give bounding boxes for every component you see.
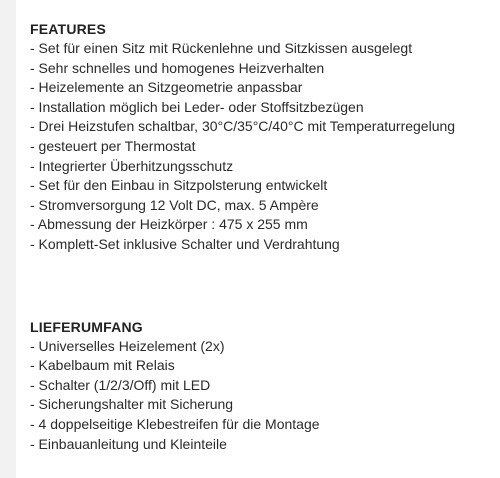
features-section: [30, 20, 490, 255]
delivery-contents-list: [30, 337, 490, 455]
list-item: - Heizelemente an Sitzgeometrie anpassbar: [30, 79, 303, 96]
list-item: - Sicherungshalter mit Sicherung: [30, 396, 234, 413]
list-item: - Schalter (1/2/3/Off) mit LED: [30, 376, 211, 393]
delivery-contents-heading: LIEFERUMFANG: [30, 318, 143, 335]
list-item: - Kabelbaum mit Relais: [30, 357, 175, 374]
list-item: - Komplett-Set inklusive Schalter und Verdrahtung: [30, 235, 340, 252]
list-item: - Set für den Einbau in Sitzpolsterung entwickelt: [30, 177, 328, 194]
list-item: - 4 doppelseitige Klebestreifen für die Montage: [30, 415, 320, 432]
list-item: - gesteuert per Thermostat: [30, 137, 196, 154]
list-item: - Einbauanleitung und Kleinteile: [30, 435, 227, 452]
features-heading: FEATURES: [30, 21, 107, 37]
product-description: [30, 20, 490, 454]
list-item: - Stromversorgung 12 Volt DC, max. 5 Ampère: [30, 196, 319, 213]
features-list: [30, 39, 490, 255]
list-item: - Sehr schnelles und homogenes Heizverhalten: [30, 59, 325, 76]
list-item: - Abmessung der Heizkörper : 475 x 255 mm: [30, 216, 308, 233]
delivery-contents-section: [30, 318, 490, 455]
list-item: - Universelles Heizelement (2x): [30, 337, 225, 354]
list-item: - Set für einen Sitz mit Rückenlehne und Sitzkissen ausgelegt: [30, 40, 413, 56]
left-edge-strip: [0, 0, 16, 478]
list-item: - Drei Heizstufen schaltbar, 30°C/35°C/40°C mit Temperaturregelung: [30, 118, 456, 135]
list-item: - Installation möglich bei Leder- oder Stoffsitzbezügen: [30, 98, 364, 115]
list-item: - Integrierter Überhitzungsschutz: [30, 157, 234, 174]
